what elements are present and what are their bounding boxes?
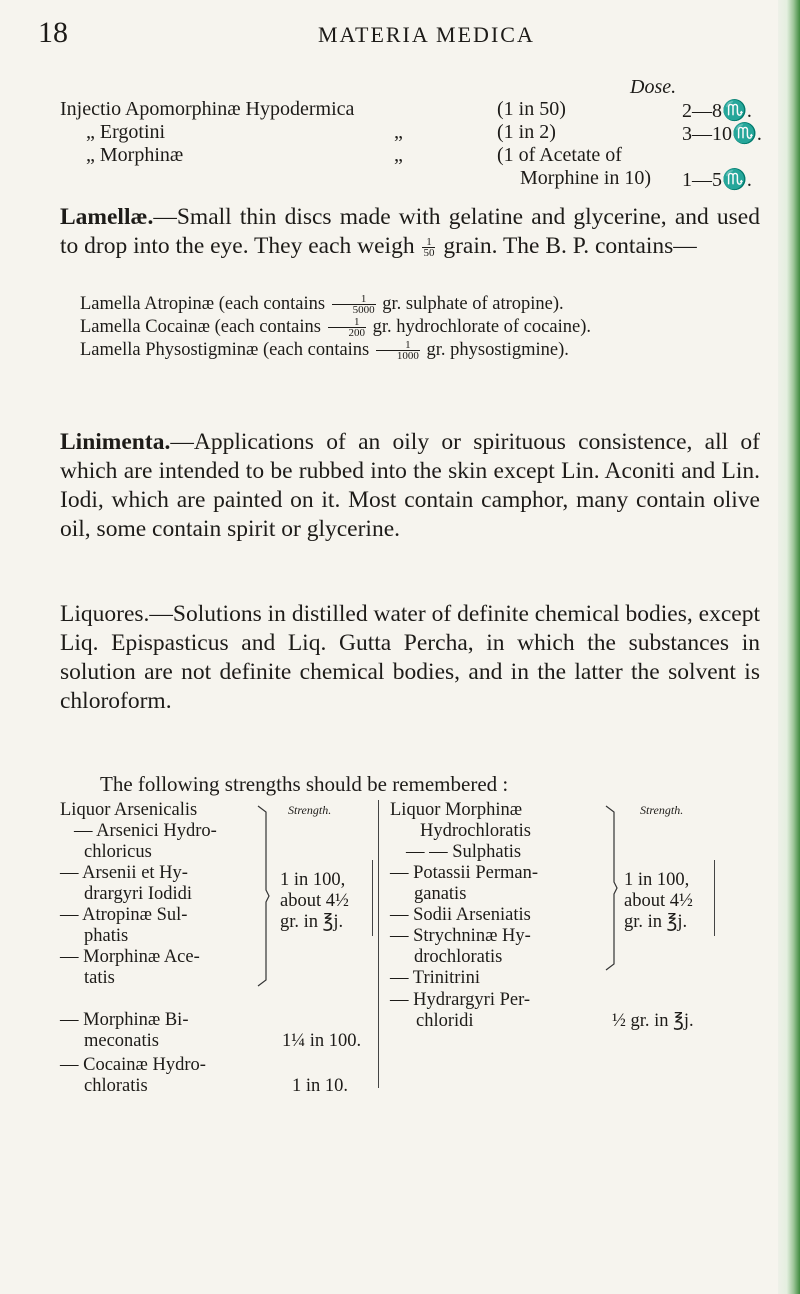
left-strength-line: about 4½ bbox=[280, 891, 349, 911]
list-item: — Cocainæ Hydro- bbox=[60, 1055, 206, 1075]
liquores-paragraph bbox=[60, 600, 760, 716]
page-number: 18 bbox=[38, 16, 68, 49]
lamellae-text-b: grain. The B. P. contains— bbox=[437, 233, 697, 259]
dose-row bbox=[60, 121, 760, 144]
linimenta-paragraph bbox=[60, 428, 760, 544]
right-strength-line: gr. in ℥j. bbox=[624, 912, 688, 932]
list-item: — Arsenii et Hy- bbox=[60, 863, 188, 883]
lamellae-term: Lamellæ. bbox=[60, 204, 154, 230]
column-divider bbox=[378, 800, 379, 1088]
dose-row-name: „ Ergotini bbox=[86, 121, 166, 143]
dose-row-ratio: Morphine in 10) bbox=[520, 167, 652, 189]
list-item: — Atropinæ Sul- bbox=[60, 905, 188, 925]
list-item: meconatis bbox=[84, 1031, 160, 1051]
left-strength-line: gr. in ℥j. bbox=[280, 912, 344, 932]
list-item: — — Sulphatis bbox=[406, 842, 522, 862]
lamella-item: Lamella Atropinæ (each contains $\frac{1}{5000}$ gr. sulphate of atropine). bbox=[80, 293, 564, 317]
dose-heading: Dose. bbox=[630, 76, 677, 98]
list-item: Liquor Morphinæ bbox=[390, 800, 523, 820]
lamellae-fraction: $\frac{1}{50}$ bbox=[423, 236, 435, 260]
list-item: chloricus bbox=[84, 842, 152, 862]
list-value: 1¼ in 100. bbox=[282, 1031, 362, 1051]
list-item: drargyri Iodidi bbox=[84, 884, 193, 904]
dose-row-ratio: (1 of Acetate of bbox=[497, 144, 622, 166]
linimenta-term: Linimenta. bbox=[60, 429, 171, 455]
left-group-items bbox=[60, 800, 260, 989]
divider bbox=[714, 860, 715, 936]
page-edge bbox=[778, 0, 800, 1294]
list-item: — Hydrargyri Per- bbox=[390, 990, 531, 1010]
lamellae-text-a: —Small thin discs made with gelatine and glycerine, and used to drop into the eye. They each weigh bbox=[60, 204, 760, 259]
divider bbox=[372, 860, 373, 936]
dose-row-dose: 3—10♏. bbox=[682, 123, 762, 145]
left-strength-line: 1 in 100, bbox=[280, 870, 346, 890]
strengths-intro: The following strengths should be remembered : bbox=[100, 772, 509, 796]
list-item: chloratis bbox=[84, 1076, 148, 1096]
list-item: — Potassii Perman- bbox=[390, 863, 538, 883]
list-item: Hydrochloratis bbox=[420, 821, 531, 841]
list-item: — Sodii Arseniatis bbox=[390, 905, 531, 925]
list-item: drochloratis bbox=[414, 947, 503, 967]
strength-list bbox=[60, 800, 780, 1096]
dose-row-ratio: (1 in 50) bbox=[497, 98, 566, 120]
list-item: Liquor Arsenicalis bbox=[60, 800, 198, 820]
left-brace-icon bbox=[256, 804, 270, 988]
dose-row-name: Injectio Apomorphinæ Hypodermica bbox=[60, 98, 355, 120]
list-item: — Arsenici Hydro- bbox=[74, 821, 217, 841]
right-brace-icon bbox=[604, 804, 618, 972]
list-item: chloridi bbox=[416, 1011, 474, 1031]
lamella-item: Lamella Physostigminæ (each contains $\frac{1}{1000}$ gr. physostigmine). bbox=[80, 339, 569, 363]
list-item: — Strychninæ Hy- bbox=[390, 926, 531, 946]
liquores-term: Liquores. bbox=[60, 601, 150, 627]
dose-row-ditto: „ bbox=[394, 121, 403, 143]
right-strength-line: 1 in 100, bbox=[624, 870, 690, 890]
dose-row-dose: 2—8♏. bbox=[682, 100, 752, 122]
linimenta-text: —Applications of an oily or spirituous consistence, all of which are intended to be rubbed into the skin except Lin. Aconiti and Lin. Iodi, which are painted on it. Most contain camphor, many contain olive oil, some contain spirit or glycerine. bbox=[60, 429, 760, 542]
page-header bbox=[0, 14, 800, 54]
dose-row-ditto: „ bbox=[394, 144, 403, 166]
list-item: — Trinitrini bbox=[390, 968, 480, 988]
right-strength-line: about 4½ bbox=[624, 891, 693, 911]
liquores-text: —Solutions in distilled water of definite chemical bodies, except Liq. Epispasticus and Liq. Gutta Percha, in which the substances in solution are not definite chemical bodies, and in the latter the solvent is chloroform. bbox=[60, 601, 760, 714]
lamellae-list bbox=[60, 293, 760, 362]
strength-label: Strength. bbox=[640, 803, 684, 817]
dose-row bbox=[60, 144, 760, 167]
lamella-item: Lamella Cocainæ (each contains $\frac{1}{200}$ gr. hydrochlorate of cocaine). bbox=[80, 316, 591, 340]
list-item: — Morphinæ Bi- bbox=[60, 1010, 189, 1030]
list-value: 1 in 10. bbox=[292, 1076, 349, 1096]
lamellae-paragraph bbox=[60, 203, 760, 261]
dose-row bbox=[60, 98, 760, 121]
list-item: phatis bbox=[84, 926, 129, 946]
dose-row-dose: 1—5♏. bbox=[682, 169, 752, 191]
right-group-items bbox=[390, 800, 610, 989]
dose-row-name: „ Morphinæ bbox=[86, 144, 184, 166]
running-head: MATERIA MEDICA bbox=[318, 22, 535, 47]
list-item: ganatis bbox=[414, 884, 467, 904]
list-value: ½ gr. in ℥j. bbox=[612, 1011, 694, 1031]
dose-row-ratio: (1 in 2) bbox=[497, 121, 556, 143]
list-item: tatis bbox=[84, 968, 115, 988]
dose-table bbox=[60, 98, 760, 190]
list-item: — Morphinæ Ace- bbox=[60, 947, 200, 967]
strength-label: Strength. bbox=[288, 803, 332, 817]
dose-row bbox=[60, 167, 760, 190]
